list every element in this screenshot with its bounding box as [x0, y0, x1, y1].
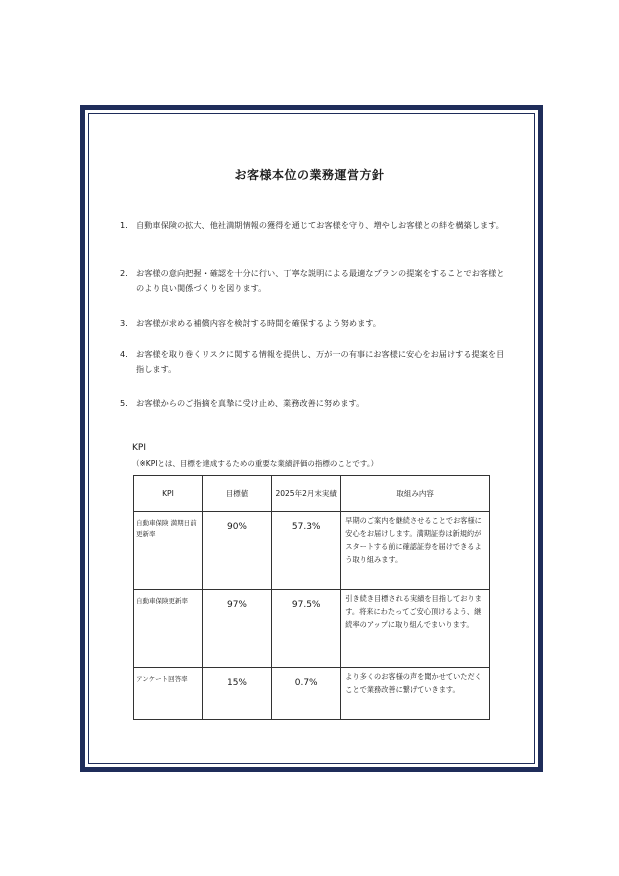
policy-item	[120, 218, 505, 233]
kpi-effort: より多くのお客様の声を聞かせていただくことで業務改善に繋げていきます。	[341, 668, 490, 720]
policy-number: 3.	[120, 318, 128, 328]
table-row	[134, 590, 490, 668]
kpi-target: 90%	[202, 512, 271, 590]
table-row	[134, 512, 490, 590]
policy-number: 5.	[120, 398, 128, 408]
header-actual: 2025年2月末実績	[272, 476, 341, 512]
policy-number: 1.	[120, 220, 128, 230]
kpi-actual: 57.3%	[272, 512, 341, 590]
policy-item	[120, 347, 505, 377]
kpi-effort: 引き続き目標される実績を目指しております。将来にわたってご安心頂けるよう、継続率のアップに取り組んでまいります。	[341, 590, 490, 668]
kpi-note: （※KPIとは、目標を達成するための重要な業績評価の指標のことです。）	[132, 459, 379, 468]
kpi-target: 97%	[202, 590, 271, 668]
table-row	[134, 668, 490, 720]
kpi-table	[133, 475, 490, 720]
policy-text: お客様が求める補償内容を検討する時間を確保するよう努めます。	[136, 318, 381, 328]
kpi-name: 自動車保険更新率	[134, 590, 203, 668]
header-target: 目標値	[202, 476, 271, 512]
policy-number: 4.	[120, 349, 128, 359]
kpi-heading: KPI	[132, 443, 146, 453]
header-kpi: KPI	[134, 476, 203, 512]
page-title: お客様本位の業務運営方針	[234, 168, 385, 182]
policy-text: お客様を取り巻くリスクに関する情報を提供し、万が一の有事にお客様に安心をお届けする提案を目指します。	[136, 349, 505, 374]
policy-number: 2.	[120, 268, 128, 278]
policy-text: お客様の意向把握・確認を十分に行い、丁寧な説明による最適なプランの提案をすることでお客様とのより良い関係づくりを図ります。	[136, 268, 505, 293]
kpi-actual: 97.5%	[272, 590, 341, 668]
policy-item	[120, 316, 505, 331]
kpi-effort: 早期のご案内を継続させることでお客様に安心をお届けします。満期証券は新規約がスタートする前に確認証券を届けできるよう取り組みます。	[341, 512, 490, 590]
policy-item	[120, 396, 505, 411]
kpi-header-row	[134, 476, 490, 512]
kpi-target: 15%	[202, 668, 271, 720]
kpi-name: 自動車保険 満期日前更新率	[134, 512, 203, 590]
kpi-name: アンケート回答率	[134, 668, 203, 720]
policy-text: お客様からのご指摘を真摯に受け止め、業務改善に努めます。	[136, 398, 365, 408]
policy-item	[120, 266, 505, 296]
policy-text: 自動車保険の拡大、他社満期情報の獲得を通じてお客様を守り、増やしお客様との絆を構築します。	[136, 220, 504, 230]
header-effort: 取組み内容	[341, 476, 490, 512]
kpi-actual: 0.7%	[272, 668, 341, 720]
